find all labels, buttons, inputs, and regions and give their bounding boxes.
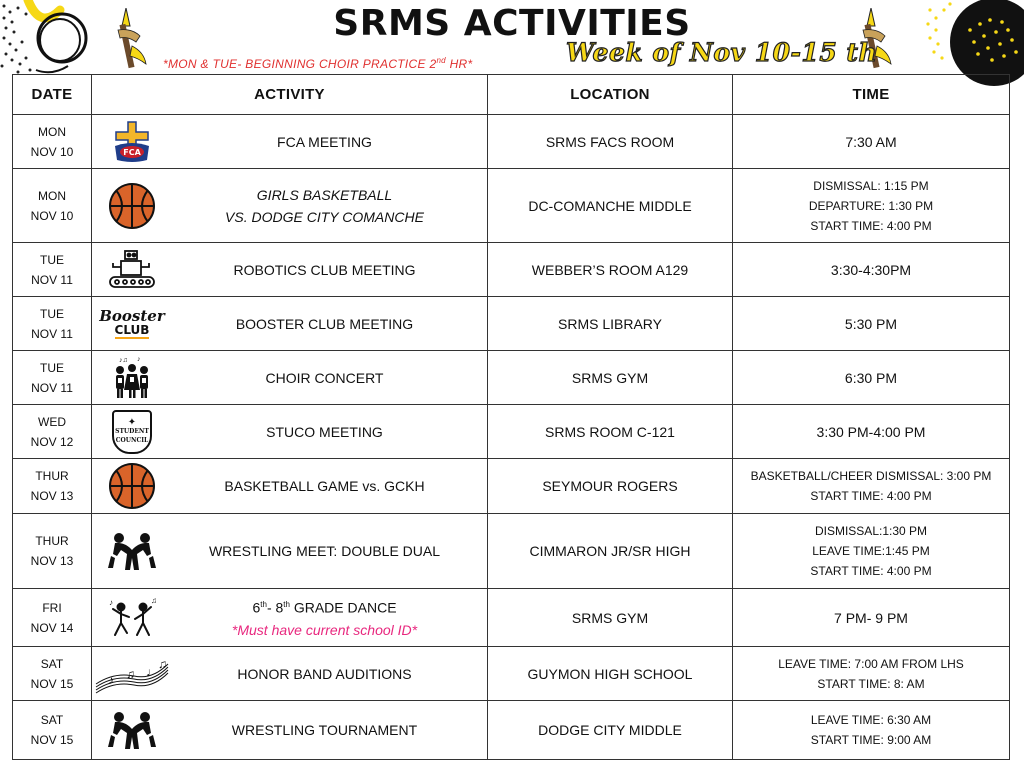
svg-text:♪: ♪ — [108, 672, 114, 687]
time-cell: 5:30 PM — [733, 297, 1010, 351]
table-row — [13, 405, 1010, 459]
activity-cell — [92, 701, 488, 760]
activity-name: STUCO MEETING — [266, 423, 383, 440]
activity-cell — [92, 647, 488, 701]
wrestling-icon — [92, 530, 172, 572]
location-cell: SEYMOUR ROGERS — [488, 459, 733, 514]
location-cell: GUYMON HIGH SCHOOL — [488, 647, 733, 701]
activities-table — [12, 74, 1010, 760]
activity-name: 6th- 8th GRADE DANCE *Must have current school ID* — [172, 594, 487, 641]
location-cell: WEBBER’S ROOM A129 — [488, 243, 733, 297]
table-header-row — [13, 75, 1010, 115]
date-cell: THUR NOV 13 — [13, 459, 92, 514]
date-cell: TUE NOV 11 — [13, 351, 92, 405]
location-cell: SRMS FACS ROOM — [488, 115, 733, 169]
robot-icon — [92, 249, 172, 291]
activity-cell — [92, 405, 488, 459]
wrestling-icon — [92, 709, 172, 751]
time-cell: LEAVE TIME: 7:00 AM FROM LHS START TIME: 8: AM — [733, 647, 1010, 701]
student-council-logo: ✦ STUDENT COUNCIL — [92, 410, 172, 454]
svg-text:♫: ♫ — [126, 666, 135, 681]
time-cell: BASKETBALL/CHEER DISMISSAL: 3:00 PM START TIME: 4:00 PM — [733, 459, 1010, 514]
dance-icon — [92, 597, 172, 639]
basketball-icon — [92, 182, 172, 230]
table-row — [13, 589, 1010, 647]
location-cell: DODGE CITY MIDDLE — [488, 701, 733, 760]
table-row — [13, 514, 1010, 589]
location-cell: DC-COMANCHE MIDDLE — [488, 169, 733, 243]
date-cell: MON NOV 10 — [13, 115, 92, 169]
table-row — [13, 459, 1010, 514]
location-cell: SRMS ROOM C-121 — [488, 405, 733, 459]
table-row — [13, 169, 1010, 243]
activity-cell — [92, 514, 488, 589]
date-cell: FRI NOV 14 — [13, 589, 92, 647]
table-row — [13, 115, 1010, 169]
time-column-header: TIME — [733, 75, 1010, 115]
location-column-header: LOCATION — [488, 75, 733, 115]
activity-cell — [92, 297, 488, 351]
table-row — [13, 243, 1010, 297]
activity-cell — [92, 351, 488, 405]
date-cell: THUR NOV 13 — [13, 514, 92, 589]
date-cell: SAT NOV 15 — [13, 701, 92, 760]
date-cell: MON NOV 10 — [13, 169, 92, 243]
location-cell: CIMMARON JR/SR HIGH — [488, 514, 733, 589]
date-cell: SAT NOV 15 — [13, 647, 92, 701]
time-cell: 3:30-4:30PM — [733, 243, 1010, 297]
time-cell: DISMISSAL: 1:15 PM DEPARTURE: 1:30 PM START TIME: 4:00 PM — [733, 169, 1010, 243]
table-row — [13, 701, 1010, 760]
date-column-header: DATE — [13, 75, 92, 115]
music-notes-icon — [92, 654, 172, 694]
activity-name: HONOR BAND AUDITIONS — [237, 665, 412, 682]
svg-text:♩: ♩ — [146, 664, 158, 679]
activity-name: BASKETBALL GAME vs. GCKH — [224, 478, 425, 494]
activity-cell — [92, 459, 488, 514]
location-cell: SRMS LIBRARY — [488, 297, 733, 351]
activity-column-header: ACTIVITY — [92, 75, 488, 115]
date-cell: TUE NOV 11 — [13, 243, 92, 297]
location-cell: SRMS GYM — [488, 589, 733, 647]
date-cell: WED NOV 12 — [13, 405, 92, 459]
choir-practice-note: *MON & TUE- BEGINNING CHOIR PRACTICE 2nd HR* — [163, 56, 473, 71]
week-heading: Week of Nov 10-15 th — [566, 38, 878, 67]
table-row — [13, 351, 1010, 405]
table-row — [13, 647, 1010, 701]
date-cell: TUE NOV 11 — [13, 297, 92, 351]
time-cell: 7 PM- 9 PM — [733, 589, 1010, 647]
activity-name: ROBOTICS CLUB MEETING — [233, 261, 416, 278]
time-cell: LEAVE TIME: 6:30 AM START TIME: 9:00 AM — [733, 701, 1010, 760]
time-cell: 3:30 PM-4:00 PM — [733, 405, 1010, 459]
booster-club-logo: Booster CLUB — [99, 306, 165, 337]
table-row — [13, 297, 1010, 351]
fca-logo — [92, 120, 172, 164]
school-id-note: *Must have current school ID* — [231, 621, 418, 638]
time-cell: 7:30 AM — [733, 115, 1010, 169]
basketball-icon — [92, 462, 172, 510]
page-title: SRMS ACTIVITIES — [333, 3, 691, 44]
choir-icon — [92, 356, 172, 400]
svg-text:♪: ♪ — [137, 355, 141, 363]
activity-name: WRESTLING TOURNAMENT — [231, 722, 418, 738]
activity-cell — [92, 115, 488, 169]
activity-name: FCA MEETING — [277, 133, 372, 150]
svg-text:FCA: FCA — [123, 147, 141, 157]
time-cell: DISMISSAL:1:30 PM LEAVE TIME:1:45 PM START TIME: 4:00 PM — [733, 514, 1010, 589]
location-cell: SRMS GYM — [488, 351, 733, 405]
activity-cell — [92, 243, 488, 297]
activity-name: CHOIR CONCERT — [265, 369, 384, 386]
svg-text:♫: ♫ — [151, 596, 157, 605]
svg-text:♪: ♪ — [109, 597, 113, 607]
time-cell: 6:30 PM — [733, 351, 1010, 405]
activity-cell — [92, 589, 488, 647]
activity-name: BOOSTER CLUB MEETING — [235, 315, 414, 332]
activity-name: GIRLS BASKETBALL VS. DODGE CITY COMANCHE — [225, 186, 424, 225]
svg-text:♪♫: ♪♫ — [119, 356, 128, 364]
activity-cell — [92, 169, 488, 243]
activity-name: WRESTLING MEET: DOUBLE DUAL — [208, 543, 441, 559]
svg-text:♫: ♫ — [158, 656, 167, 671]
